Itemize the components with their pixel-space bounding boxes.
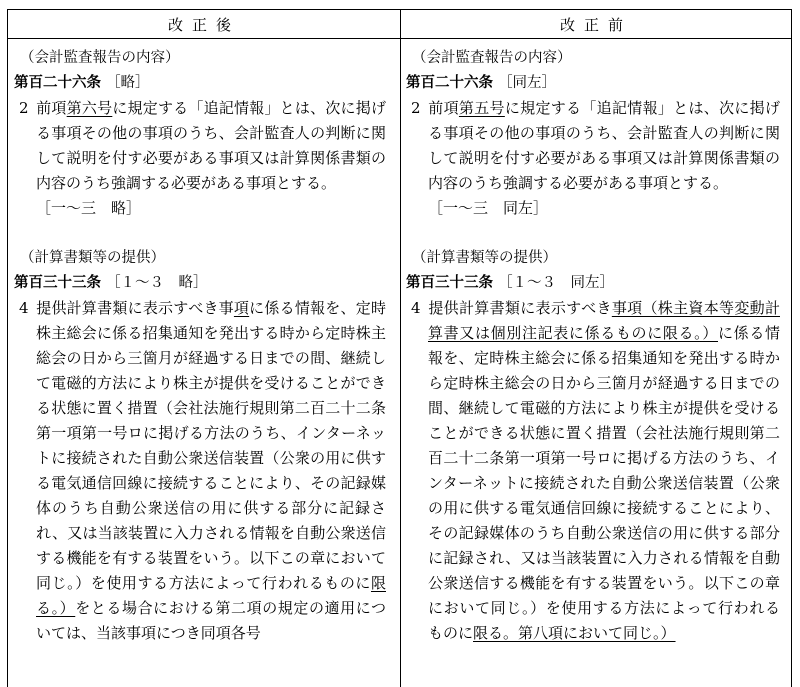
article-heading xyxy=(14,71,386,96)
before-column xyxy=(406,46,780,646)
article-note: ［略］ xyxy=(106,75,150,91)
article-caption: （計算書類等の提供） xyxy=(412,250,557,266)
amended-text: 項 xyxy=(233,299,250,317)
article-number: 第百二十六条 xyxy=(14,75,101,91)
amended-text: 限る。第八項において同じ。） xyxy=(473,624,676,642)
paragraph-number: 4 xyxy=(19,299,29,317)
paragraph-text: 提供計算書類に表示すべき事 xyxy=(36,299,234,317)
header-before: 改正前 xyxy=(559,16,632,34)
column-divider xyxy=(400,10,401,687)
article-heading xyxy=(14,271,386,296)
article-number: 第百三十三条 xyxy=(406,275,493,291)
header-after: 改正後 xyxy=(167,16,240,34)
paragraph-number: 2 xyxy=(411,99,421,117)
article-number: 第百三十三条 xyxy=(14,275,101,291)
paragraph-2 xyxy=(406,96,780,196)
amended-text: 限る。） xyxy=(36,574,386,617)
paragraph-4 xyxy=(14,296,386,646)
article-note: ［同左］ xyxy=(498,75,557,91)
paragraph-text: 前項 xyxy=(428,99,459,117)
paragraph-2 xyxy=(14,96,386,196)
paragraph-text: をとる場合における第二項の規定の適用については、当該事項につき同項各号 xyxy=(36,599,386,642)
amended-text: 第六号 xyxy=(66,99,113,117)
paragraph-text: に係る情報を、定時株主総会に係る招集通知を発出する時から定時株主総会の日から三箇月が経過する日までの間、継続して電磁的方法により株主が提供を受けることができる状態に置く措置（会社法施行規則第二百二十二条第一項第一号ロに掲げる方法のうち、インターネットに接続された自動公衆送信装置（公衆の用に供する電気通信回線に接続することにより、その記録媒体のうち自動公衆送信の用に供する部分に記録され、又は当該装置に入力される情報を自動公衆送信する機能を有する装置をいう。以下この章において同じ。）を使用する方法によって行われるものに xyxy=(428,324,780,642)
article-heading xyxy=(406,271,780,296)
amended-text: 事項（株主資本等変動計算書又は個別注記表に係るものに限る。） xyxy=(428,299,780,342)
after-column xyxy=(14,46,386,646)
paragraph-text: 前項 xyxy=(36,99,67,117)
paragraph-text: に係る情報を、定時株主総会に係る招集通知を発出する時から定時株主総会の日から三箇月が経過する日までの間、継続して電磁的方法により株主が提供を受けることができる状態に置く措置（会社法施行規則第二百二十二条第一項第一号ロに掲げる方法のうち、インターネットに接続された自動公衆送信装置（公衆の用に供する電気通信回線に接続することにより、その記録媒体のうち自動公衆送信の用に供する部分に記録され、又は当該装置に入力される情報を自動公衆送信する機能を有する装置をいう。以下この章において同じ。）を使用する方法によって行われるものに xyxy=(36,299,386,592)
amended-text: 第五号 xyxy=(458,99,505,117)
paragraph-number: 2 xyxy=(19,99,29,117)
article-number: 第百二十六条 xyxy=(406,75,493,91)
items-note: ［一～三 同左］ xyxy=(428,199,549,217)
paragraph-text: に規定する「追記情報」とは、次に掲げる事項その他の事項のうち、会計監査人の判断に関して説明を付す必要がある事項又は計算関係書類の内容のうち強調する必要がある事項とする。 xyxy=(36,99,386,192)
article-heading xyxy=(406,71,780,96)
paragraph-text: 提供計算書類に表示すべき xyxy=(428,299,612,317)
article-caption: （会計監査報告の内容） xyxy=(412,50,572,66)
article-note: ［１～３ 同左］ xyxy=(498,275,615,291)
header-rule xyxy=(8,38,791,39)
article-note: ［１～３ 略］ xyxy=(106,275,208,291)
paragraph-4 xyxy=(406,296,780,646)
paragraph-number: 4 xyxy=(411,299,421,317)
article-caption: （計算書類等の提供） xyxy=(20,250,165,266)
article-caption: （会計監査報告の内容） xyxy=(20,50,180,66)
items-note: ［一～三 略］ xyxy=(36,199,142,217)
paragraph-text: に規定する「追記情報」とは、次に掲げる事項その他の事項のうち、会計監査人の判断に関して説明を付す必要がある事項又は計算関係書類の内容のうち強調する必要がある事項とする。 xyxy=(428,99,780,192)
